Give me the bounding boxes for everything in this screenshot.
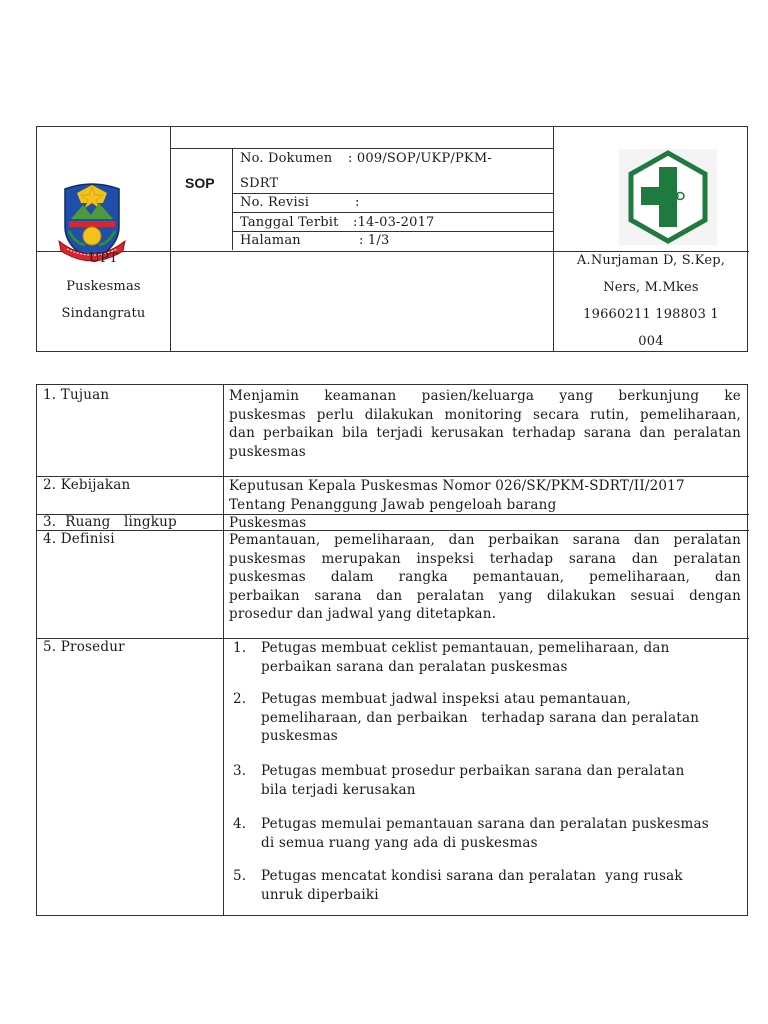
step-line: pemeliharaan, dan perbaikan terhadap sarana dan peralatan <box>261 709 700 726</box>
prosedur-step <box>233 867 745 907</box>
step-number: 3. <box>233 763 247 779</box>
step-line: Petugas membuat ceklist pemantauan, pemeliharaan, dan <box>261 640 670 656</box>
header-rule-top <box>170 148 553 149</box>
step-line: bila terjadi kerusakan <box>261 781 416 798</box>
step-line: perbaikan sarana dan peralatan puskesmas <box>261 658 568 675</box>
step-text <box>261 690 741 746</box>
kebijakan-text <box>229 477 741 514</box>
issue-date-value: :14-03-2017 <box>353 215 435 230</box>
header-divider-left <box>170 127 171 351</box>
sop-content-table <box>36 384 748 916</box>
org-upt: UPT <box>89 251 118 266</box>
step-text <box>261 639 741 676</box>
kebijakan-line: Keputusan Kepala Puskesmas Nomor 026/SK/PKM-SDRT/II/2017 <box>229 478 685 494</box>
doc-number-label: No. Dokumen <box>240 151 333 166</box>
prosedur-step <box>233 815 745 855</box>
tujuan-line: dan perbaikan bila terjadi kerusakan terhadap sarana dan peralatan <box>229 425 741 441</box>
signer-nip-cont: 004 <box>638 334 664 349</box>
header-rule-1 <box>232 193 553 194</box>
definisi-text <box>229 531 741 624</box>
ruang-lingkup-label: 3. Ruang lingkup <box>43 514 177 530</box>
step-line: Petugas membuat prosedur perbaikan sarana dan peralatan <box>261 763 685 779</box>
step-number: 4. <box>233 816 247 832</box>
step-number: 5. <box>233 868 247 884</box>
prosedur-label: 5. Prosedur <box>43 639 125 655</box>
prosedur-step <box>233 639 745 679</box>
step-line: unruk diperbaiki <box>261 886 379 903</box>
org-puskesmas: Puskesmas <box>66 279 141 294</box>
page-label: Halaman <box>240 233 301 248</box>
revision-label: No. Revisi <box>240 195 310 210</box>
definisi-line: prosedur dan jadwal yang ditetapkan. <box>229 606 497 622</box>
doc-number-value-cont: SDRT <box>240 176 279 191</box>
header-rule-2 <box>232 212 553 213</box>
doc-number-value: : 009/SOP/UKP/PKM- <box>348 151 492 166</box>
content-divider <box>223 385 224 915</box>
header-divider-sop <box>232 148 233 250</box>
definisi-line: puskesmas merupakan inspeksi terhadap sarana dan peralatan <box>229 550 741 567</box>
org-sindangratu: Sindangratu <box>61 306 146 321</box>
step-text <box>261 867 741 904</box>
ruang-lingkup-text: Puskesmas <box>229 515 307 531</box>
sop-header-table <box>36 126 748 352</box>
issue-date-label: Tanggal Terbit <box>240 215 339 230</box>
signer-nip: 19660211 198803 1 <box>583 307 719 322</box>
kebijakan-line: Tentang Penanggung Jawab pengeloah barang <box>229 496 557 513</box>
step-line: di semua ruang yang ada di puskesmas <box>261 834 538 851</box>
step-line: Petugas memulai pemantauan sarana dan peralatan puskesmas <box>261 816 709 832</box>
tujuan-line: Menjamin keamanan pasien/keluarga yang berkunjung ke <box>229 388 741 404</box>
page-value: : 1/3 <box>359 233 390 248</box>
kebijakan-label: 2. Kebijakan <box>43 477 131 493</box>
tujuan-line: puskesmas perlu dilakukan monitoring secara rutin, pemeliharaan, <box>229 406 741 423</box>
revision-value: : <box>355 195 360 210</box>
step-line: Petugas mencatat kondisi sarana dan peralatan yang rusak <box>261 868 683 884</box>
step-line: Petugas membuat jadwal inspeksi atau pemantauan, <box>261 691 632 707</box>
tujuan-line: puskesmas <box>229 443 306 460</box>
puskesmas-logo-icon <box>619 149 717 245</box>
definisi-label: 4. Definisi <box>43 531 115 547</box>
definisi-line: Pemantauan, pemeliharaan, dan perbaikan sarana dan peralatan <box>229 532 741 548</box>
step-text <box>261 815 741 852</box>
step-line: puskesmas <box>261 728 338 744</box>
sop-label: SOP <box>185 175 215 191</box>
signer-degree: Ners, M.Mkes <box>603 280 699 295</box>
tujuan-text <box>229 387 741 461</box>
step-number: 2. <box>233 691 247 707</box>
signer-name: A.Nurjaman D, S.Kep, <box>576 253 726 268</box>
step-number: 1. <box>233 640 247 656</box>
prosedur-step <box>233 690 745 748</box>
tujuan-label: 1. Tujuan <box>43 387 110 403</box>
definisi-line: perbaikan sarana dan peralatan yang dilakukan sesuai dengan <box>229 587 741 604</box>
definisi-line: puskesmas dalam rangka pemantauan, pemeliharaan, dan <box>229 569 741 585</box>
header-rule-3 <box>232 231 553 232</box>
prosedur-step <box>233 762 745 802</box>
step-text <box>261 762 741 799</box>
